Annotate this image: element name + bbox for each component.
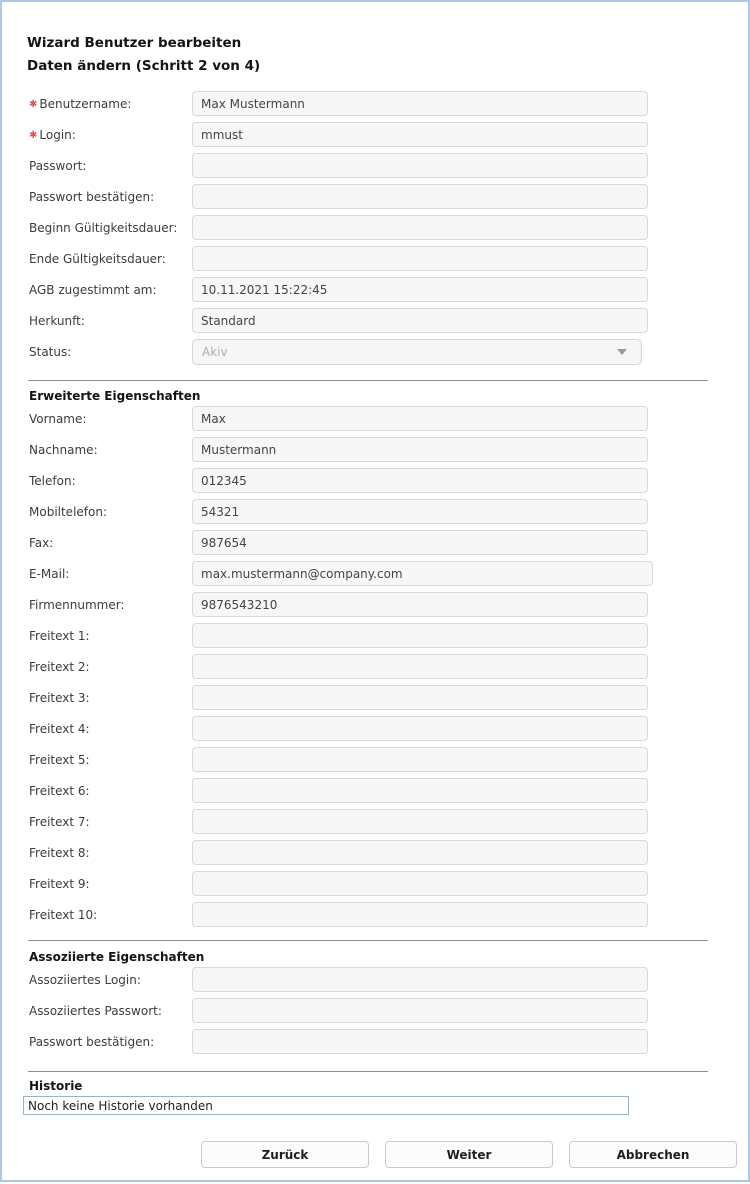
beginn-gueltigkeitsdauer-input[interactable] [192,215,648,240]
beginn-gueltigkeitsdauer-label: Beginn Gültigkeitsdauer: [29,220,178,235]
assoziiertes-passwort-bestaetigen-input[interactable] [192,1029,648,1054]
freitext-6-label: Freitext 6: [29,783,90,798]
field-row-email [29,561,748,586]
ende-gueltigkeitsdauer-input[interactable] [192,246,648,271]
freitext-2-input[interactable] [192,654,648,679]
freitext-10-label: Freitext 10: [29,907,98,922]
field-row-beginn-gueltigkeitsdauer [29,215,748,240]
field-row-freitext-6 [29,778,748,803]
login-input[interactable] [192,122,648,147]
freitext-7-input[interactable] [192,809,648,834]
field-row-vorname [29,406,748,431]
telefon-input[interactable] [192,468,648,493]
section-divider [28,380,708,381]
herkunft-label: Herkunft: [29,313,85,328]
mobiltelefon-label: Mobiltelefon: [29,504,107,519]
vorname-input[interactable] [192,406,648,431]
fax-input[interactable] [192,530,648,555]
freitext-3-input[interactable] [192,685,648,710]
status-select-value: Akiv [202,344,228,359]
section-divider [28,940,708,941]
telefon-label: Telefon: [29,473,76,488]
passwort-input[interactable] [192,153,648,178]
vorname-label: Vorname: [29,411,87,426]
user-edit-form [2,91,748,1168]
freitext-9-label: Freitext 9: [29,876,90,891]
abbrechen-button[interactable]: Abbrechen [569,1141,737,1168]
fax-label: Fax: [29,535,54,550]
freitext-1-label: Freitext 1: [29,628,90,643]
email-input[interactable] [192,561,653,586]
historie-section-heading: Historie [29,1079,83,1093]
agb-zugestimmt-input[interactable] [192,277,648,302]
field-row-assoziiertes-passwort-bestaetigen [29,1029,748,1054]
nachname-input[interactable] [192,437,648,462]
zurueck-button[interactable]: Zurück [201,1141,369,1168]
field-row-assoziiertes-passwort [29,998,748,1023]
field-row-status [29,339,748,364]
weiter-button[interactable]: Weiter [385,1141,553,1168]
nachname-label: Nachname: [29,442,98,457]
status-label: Status: [29,344,72,359]
assoziiertes-passwort-label: Assoziiertes Passwort: [29,1003,162,1018]
field-row-freitext-1 [29,623,748,648]
required-asterisk-icon: ✱ [29,98,38,110]
email-label: E-Mail: [29,566,70,581]
freitext-1-input[interactable] [192,623,648,648]
ende-gueltigkeitsdauer-label: Ende Gültigkeitsdauer: [29,251,166,266]
field-row-assoziiertes-login [29,967,748,992]
field-row-freitext-9 [29,871,748,896]
agb-zugestimmt-label: AGB zugestimmt am: [29,282,157,297]
field-row-freitext-8 [29,840,748,865]
benutzername-label: ✱ Benutzername: [29,96,132,111]
field-row-passwort-bestaetigen [29,184,748,209]
field-row-agb-zugestimmt [29,277,748,302]
freitext-10-input[interactable] [192,902,648,927]
wizard-step-subtitle: Daten ändern (Schritt 2 von 4) [27,58,261,74]
field-row-passwort [29,153,748,178]
herkunft-input[interactable] [192,308,648,333]
freitext-4-input[interactable] [192,716,648,741]
freitext-3-label: Freitext 3: [29,690,90,705]
freitext-4-label: Freitext 4: [29,721,90,736]
freitext-7-label: Freitext 7: [29,814,90,829]
freitext-6-input[interactable] [192,778,648,803]
assoziiertes-passwort-input[interactable] [192,998,648,1023]
field-row-freitext-3 [29,685,748,710]
section-divider [28,1071,708,1072]
freitext-8-input[interactable] [192,840,648,865]
assoziiertes-passwort-bestaetigen-label: Passwort bestätigen: [29,1034,155,1049]
associated-section-heading: Assoziierte Eigenschaften [29,950,205,964]
passwort-bestaetigen-input[interactable] [192,184,648,209]
historie-empty-message: Noch keine Historie vorhanden [23,1096,629,1115]
field-row-benutzername [29,91,748,116]
field-row-herkunft [29,308,748,333]
firmennummer-label: Firmennummer: [29,597,125,612]
assoziiertes-login-label: Assoziiertes Login: [29,972,141,987]
required-asterisk-icon: ✱ [29,129,38,141]
field-row-freitext-4 [29,716,748,741]
status-select[interactable] [192,339,642,365]
field-row-fax [29,530,748,555]
chevron-down-icon [617,349,627,355]
field-row-freitext-2 [29,654,748,679]
field-row-ende-gueltigkeitsdauer [29,246,748,271]
wizard-title: Wizard Benutzer bearbeiten [27,35,242,51]
field-row-freitext-7 [29,809,748,834]
benutzername-input[interactable] [192,91,648,116]
assoziiertes-login-input[interactable] [192,967,648,992]
extended-section-heading: Erweiterte Eigenschaften [29,389,201,403]
field-row-freitext-5 [29,747,748,772]
field-row-freitext-10 [29,902,748,927]
freitext-9-input[interactable] [192,871,648,896]
firmennummer-input[interactable] [192,592,648,617]
mobiltelefon-input[interactable] [192,499,648,524]
field-row-login [29,122,748,147]
freitext-8-label: Freitext 8: [29,845,90,860]
freitext-5-input[interactable] [192,747,648,772]
passwort-bestaetigen-label: Passwort bestätigen: [29,189,155,204]
passwort-label: Passwort: [29,158,87,173]
login-label: ✱ Login: [29,127,76,142]
field-row-nachname [29,437,748,462]
freitext-2-label: Freitext 2: [29,659,90,674]
freitext-5-label: Freitext 5: [29,752,90,767]
field-row-firmennummer [29,592,748,617]
field-row-telefon [29,468,748,493]
field-row-mobiltelefon [29,499,748,524]
wizard-button-bar [2,1141,737,1168]
